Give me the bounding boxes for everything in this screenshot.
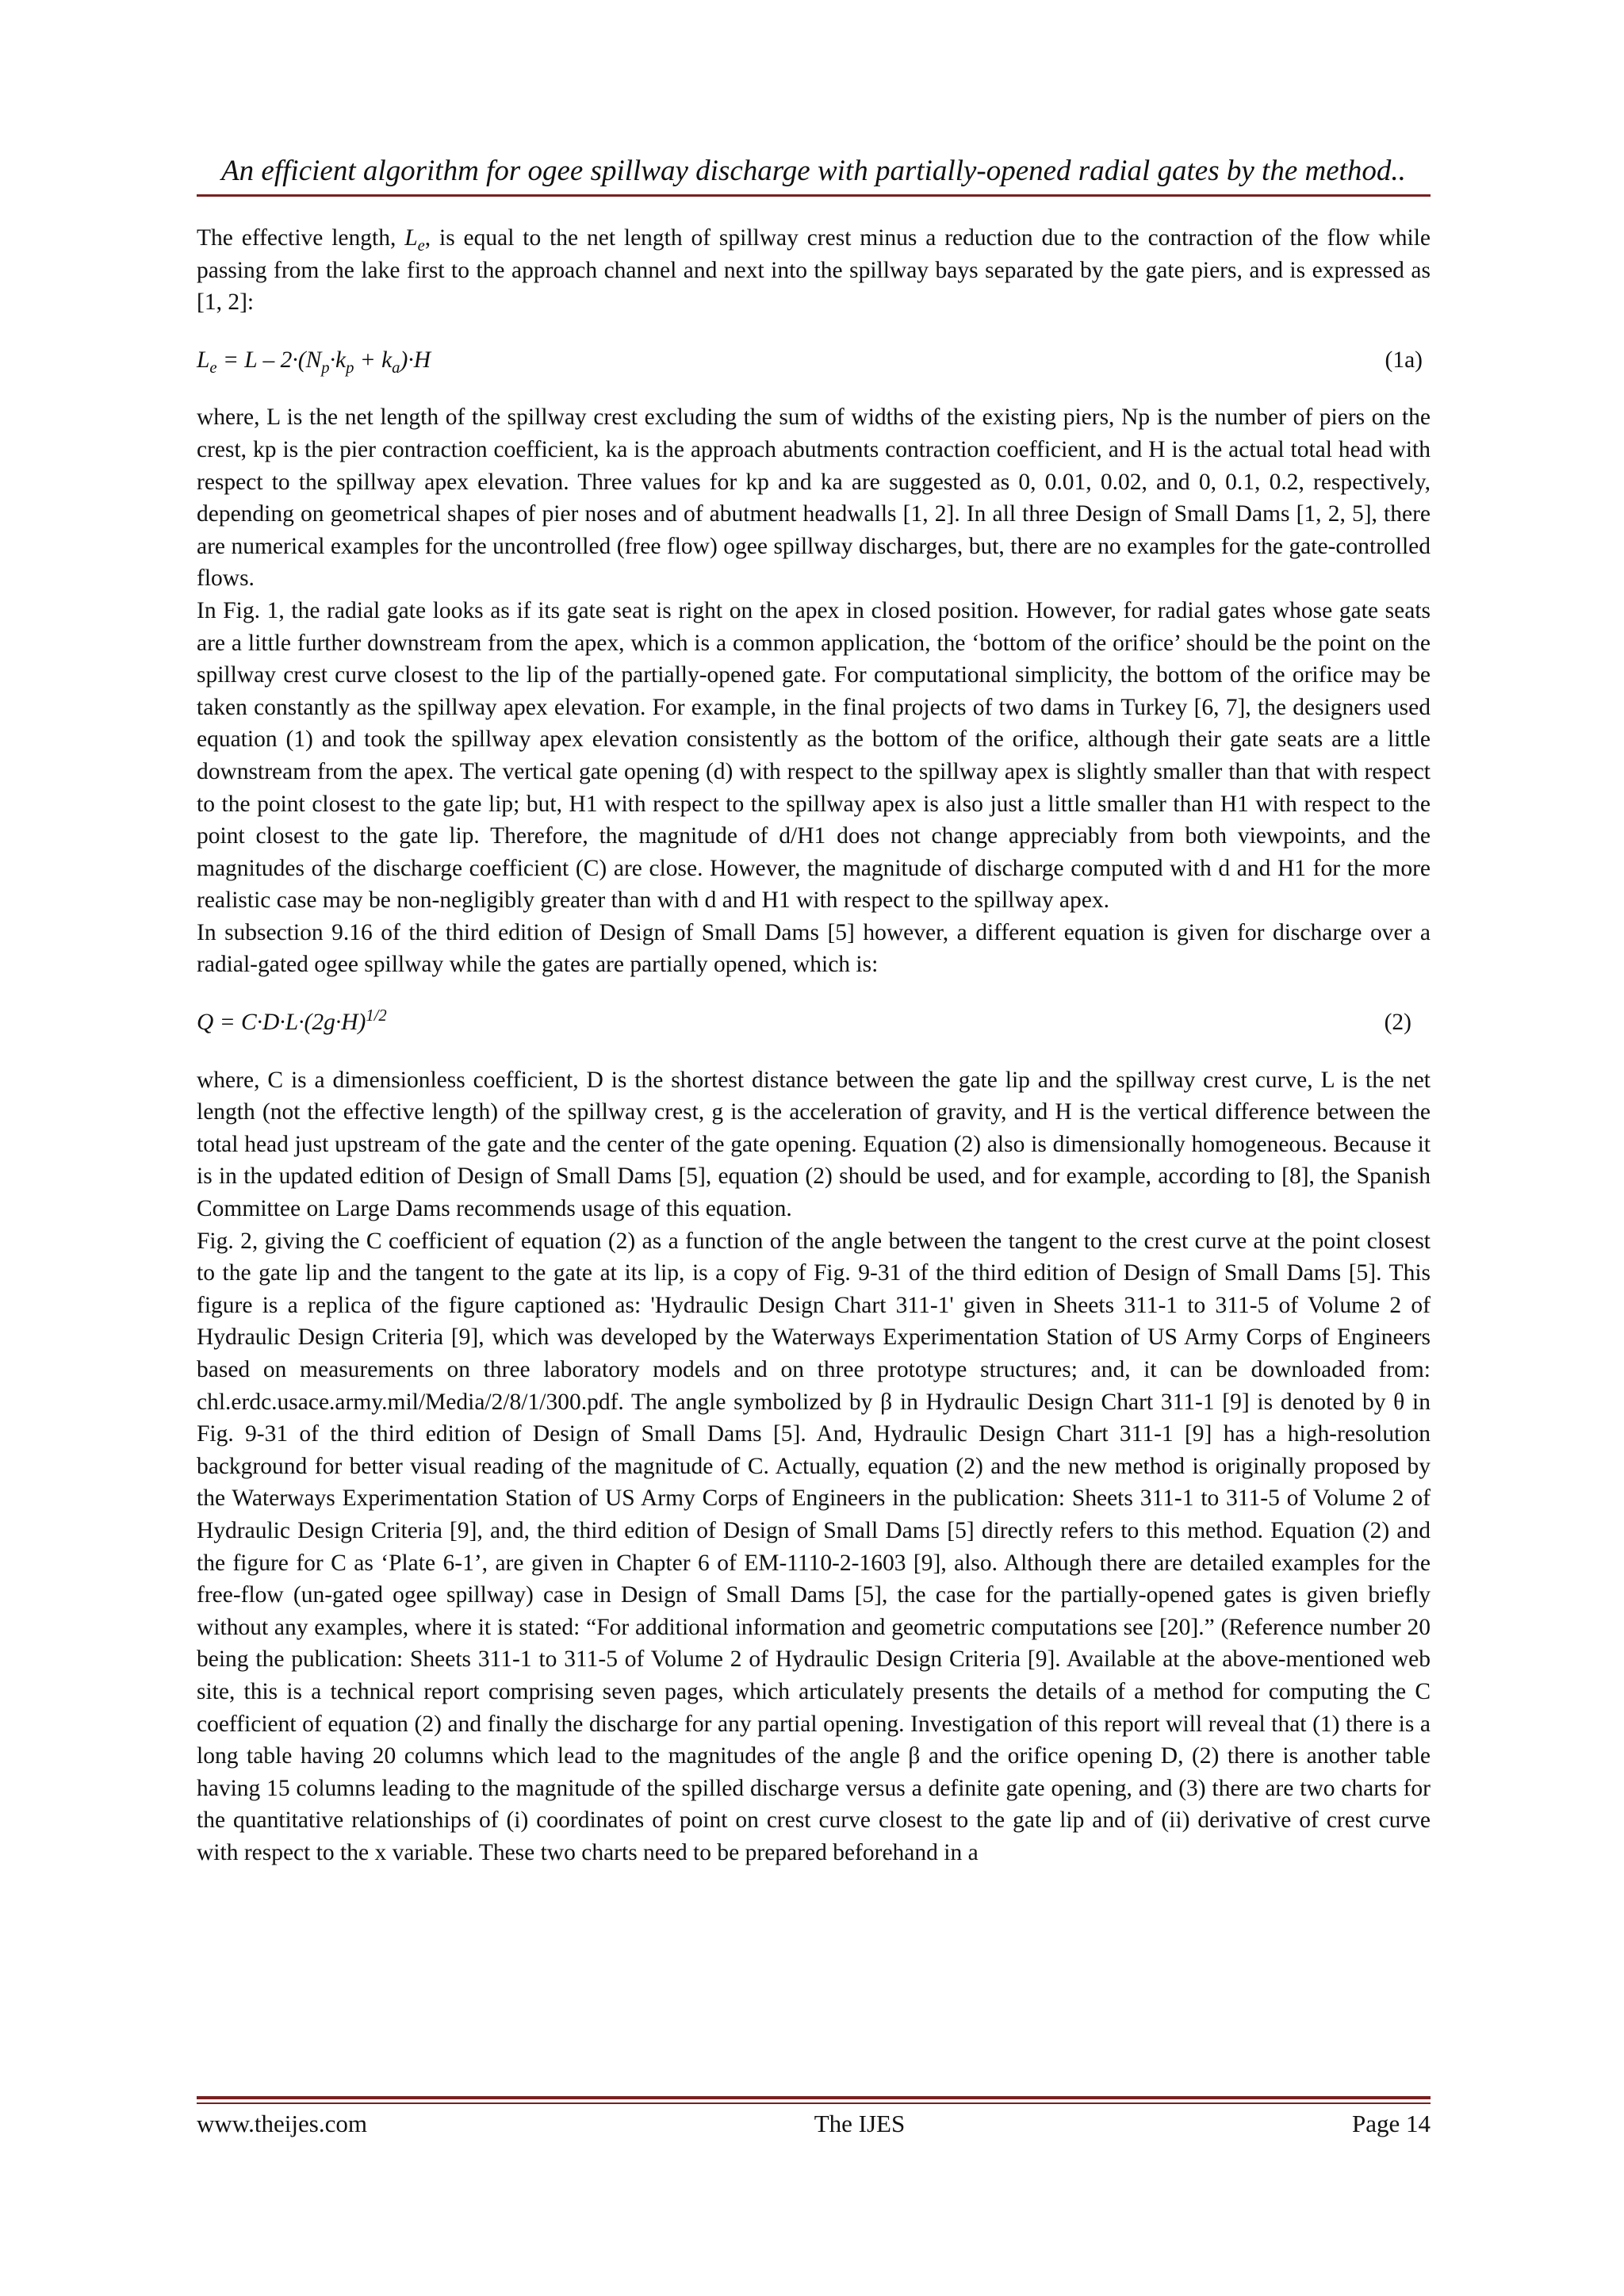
paragraph-radial-gate: In Fig. 1, the radial gate looks as if its gate seat is right on the apex in closed position. However, for radial gates whose gate seats are a little further downstream from the apex, which is a common application, the ‘bottom of the orifice’ should be the point on the spillway crest curve closest to the lip of the partially-opened gate. For computational simplicity, the bottom of the orifice may be taken constantly as the spillway apex elevation. For example, in the final projects of two dams in Turkey [6, 7], the designers used equation (1) and took the spillway apex elevation consistently as the bottom of the orifice, although their gate seats are a little downstream from the apex. The vertical gate opening (d) with respect to the spillway apex is slightly smaller than that with respect to the point closest to the gate lip; but, H1 with respect to the spillway apex is also just a little smaller than H1 with respect to the point closest to the gate lip. Therefore, the magnitude of d/H1 does not change appreciably from both viewpoints, and the magnitudes of the discharge coefficient (C) are close. However, the magnitude of discharge computed with d and H1 for the more realistic case may be non-negligibly greater than with d and H1 with respect to the spillway apex.	[197, 597, 1431, 914]
paragraph-coefficient-definitions: where, C is a dimensionless coefficient, D is the shortest distance between the gate lip and the spillway crest curve, L is the net length (not the effective length) of the spillway crest, g is the acceleration of gravity, and H is the vertical difference between the total head just upstream of the gate and the center of the gate opening. Equation (2) also is dimensionally homogeneous. Because it is in the updated edition of Design of Small Dams [5], equation (2) should be used, and for example, according to [8], the Spanish Committee on Large Dams recommends usage of this equation.	[197, 1067, 1431, 1222]
equation-2	[197, 1006, 1431, 1039]
paragraph-fig-2: Fig. 2, giving the C coefficient of equation (2) as a function of the angle between the tangent to the crest curve at the point closest to the gate lip and the tangent to the gate at its lip, is a copy of Fig. 9-31 of the third edition of Design of Small Dams [5]. This figure is a replica of the figure captioned as: 'Hydraulic Design Chart 311-1' given in Sheets 311-1 to 311-5 of Volume 2 of Hydraulic Design Criteria [9], which was developed by the Waterways Experimentation Station of US Army Corps of Engineers based on measurements on three laboratory models and on three prototype structures; and, it can be downloaded from: chl.erdc.usace.army.mil/Media/2/8/1/300.pdf. The angle symbolized by β in Hydraulic Design Chart 311-1 [9] is denoted by θ in Fig. 9-31 of the third edition of Design of Small Dams [5]. And, Hydraulic Design Chart 311-1 [9] has a high-resolution background for better visual reading of the magnitude of C. Actually, equation (2) and the new method is originally proposed by the Waterways Experimentation Station of US Army Corps of Engineers in the publication: Sheets 311-1 to 311-5 of Volume 2 of Hydraulic Design Criteria [9], and, the third edition of Design of Small Dams [5] directly refers to this method. Equation (2) and the figure for C as ‘Plate 6-1’, are given in Chapter 6 of EM-1110-2-1603 [9], also. Although there are detailed examples for the free-flow (un-gated ogee spillway) case in Design of Small Dams [5], the case for the partially-opened gates is given briefly without any examples, where it is stated: “For additional information and geometric computations see [20].” (Reference number 20 being the publication: Sheets 311-1 to 311-5 of Volume 2 of Hydraulic Design Criteria [9]. Available at the above-mentioned web site, this is a technical report comprising seven pages, which articulately presents the details of a method for computing the C coefficient of equation (2) and finally the discharge for any partial opening. Investigation of this report will reveal that (1) there is a long table having 20 columns which lead to the magnitudes of the angle β and the orifice opening D, (2) there is another table having 15 columns leading to the magnitude of the spilled discharge versus a definite gate opening, and (3) there are two charts for the quantitative relationships of (i) coordinates of point on crest curve closest to the gate lip and of (ii) derivative of crest curve with respect to the x variable. These two charts need to be prepared beforehand in a	[197, 1228, 1431, 1865]
equation-2-expression: $Q = C\cdot D\cdot L\cdot(2g\cdot H)^{1/2}$	[197, 1007, 387, 1036]
paragraph-subsection-9-16: In subsection 9.16 of the third edition of Design of Small Dams [5] however, a different equation is given for discharge over a radial-gated ogee spillway while the gates are partially opened, which is:	[197, 919, 1431, 978]
page-footer	[197, 2108, 1431, 2140]
footer-journal: The IJES	[814, 2110, 906, 2137]
footer-page-number: Page 14	[1351, 2110, 1431, 2137]
footer-divider-thick	[197, 2096, 1431, 2099]
footer-divider-thin	[197, 2102, 1431, 2104]
equation-1a-label: (1a)	[1385, 347, 1423, 373]
running-header: An efficient algorithm for ogee spillway discharge with partially-opened radial gates by the method..	[221, 155, 1406, 187]
equation-2-label: (2)	[1384, 1010, 1411, 1036]
paragraph-where-definitions: where, L is the net length of the spillway crest excluding the sum of widths of the existing piers, Np is the number of piers on the crest, kp is the pier contraction coefficient, ka is the approach abutments contraction coefficient, and H is the actual total head with respect to the spillway apex elevation. Three values for kp and ka are suggested as 0, 0.01, 0.02, and 0, 0.1, 0.2, respectively, depending on geometrical shapes of pier noses and of abutment headwalls [1, 2]. In all three Design of Small Dams [1, 2, 5], there are numerical examples for the uncontrolled (free flow) ogee spillway discharges, but, there are no examples for the gate-controlled flows.	[197, 404, 1431, 592]
main-text	[197, 222, 1431, 1869]
equation-1a-expression: $L_e = L - 2\cdot(N_p\cdot k_p + k_a)\cdot H$	[197, 347, 431, 377]
footer-website: www.theijes.com	[197, 2110, 367, 2137]
header-divider	[197, 194, 1431, 197]
paragraph-effective-length: The effective length, $L_e$, is equal to the net length of spillway crest minus a reduction due to the contraction of the flow while passing from the lake first to the approach channel and next into the spillway bays separated by the gate piers, and is expressed as [1, 2]:	[197, 225, 1431, 316]
equation-1a	[197, 344, 1431, 377]
